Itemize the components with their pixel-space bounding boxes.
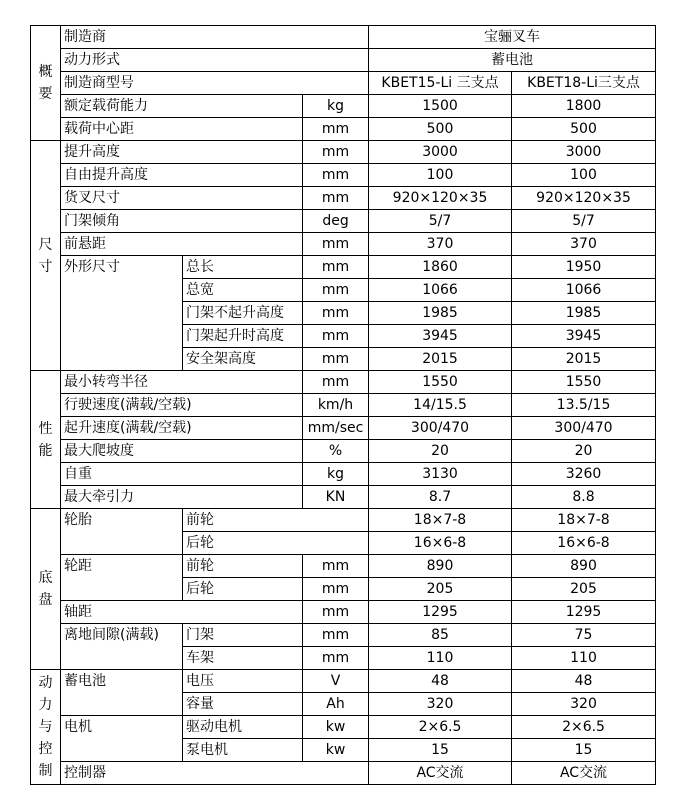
cell-unit: mm xyxy=(303,118,369,141)
cell-value: 1950 xyxy=(512,256,656,279)
cell-value-model-1: KBET15-Li 三支点 xyxy=(369,72,512,95)
category-performance: 性 能 xyxy=(31,371,61,509)
row-sublabel: 容量 xyxy=(183,693,303,716)
cell-value: AC交流 xyxy=(512,762,656,785)
cell-value: 500 xyxy=(369,118,512,141)
cell-unit: kw xyxy=(303,739,369,762)
cell-value: 8.8 xyxy=(512,486,656,509)
row-sublabel: 门架起升时高度 xyxy=(183,325,303,348)
row-sublabel: 前轮 xyxy=(183,509,369,532)
cell-value: 5/7 xyxy=(512,210,656,233)
cell-value: 18×7-8 xyxy=(369,509,512,532)
cell-value: 1550 xyxy=(512,371,656,394)
cell-value: 3000 xyxy=(512,141,656,164)
row-label: 自重 xyxy=(61,463,303,486)
cell-unit: % xyxy=(303,440,369,463)
table-row xyxy=(31,210,656,233)
cell-value: 3130 xyxy=(369,463,512,486)
table-row xyxy=(31,716,656,739)
cell-value: 1066 xyxy=(369,279,512,302)
cell-value: 2015 xyxy=(512,348,656,371)
cell-value: 18×7-8 xyxy=(512,509,656,532)
row-label: 门架倾角 xyxy=(61,210,303,233)
cell-value: 1066 xyxy=(512,279,656,302)
row-label: 提升高度 xyxy=(61,141,303,164)
row-sublabel: 总宽 xyxy=(183,279,303,302)
row-label: 行驶速度(满载/空载) xyxy=(61,394,303,417)
row-label: 最小转弯半径 xyxy=(61,371,303,394)
cell-value: 16×6-8 xyxy=(512,532,656,555)
cell-value: 920×120×35 xyxy=(512,187,656,210)
cell-value: 920×120×35 xyxy=(369,187,512,210)
cell-value: 110 xyxy=(512,647,656,670)
row-label: 外形尺寸 xyxy=(61,256,183,371)
cell-unit: mm xyxy=(303,348,369,371)
row-label: 制造商型号 xyxy=(61,72,369,95)
cell-value: 48 xyxy=(369,670,512,693)
cell-value: 15 xyxy=(512,739,656,762)
cell-unit: mm xyxy=(303,601,369,624)
cell-value: 500 xyxy=(512,118,656,141)
table-row xyxy=(31,417,656,440)
cell-value: 205 xyxy=(512,578,656,601)
table-row xyxy=(31,624,656,647)
row-sublabel: 门架不起升高度 xyxy=(183,302,303,325)
row-sublabel: 泵电机 xyxy=(183,739,303,762)
table-row xyxy=(31,762,656,785)
cell-value: 370 xyxy=(512,233,656,256)
row-label: 最大牵引力 xyxy=(61,486,303,509)
cell-unit: V xyxy=(303,670,369,693)
cell-value: 100 xyxy=(512,164,656,187)
row-label: 前悬距 xyxy=(61,233,303,256)
cell-unit: mm xyxy=(303,256,369,279)
table-row xyxy=(31,394,656,417)
table-row xyxy=(31,164,656,187)
row-label: 轮距 xyxy=(61,555,183,601)
row-label: 轴距 xyxy=(61,601,303,624)
table-row xyxy=(31,256,656,279)
cell-unit: mm xyxy=(303,624,369,647)
cell-value: 1985 xyxy=(369,302,512,325)
cell-unit: Ah xyxy=(303,693,369,716)
category-dimensions: 尺 寸 xyxy=(31,141,61,371)
row-label: 额定载荷能力 xyxy=(61,95,303,118)
cell-unit: kg xyxy=(303,95,369,118)
cell-value-model-2: KBET18-Li三支点 xyxy=(512,72,656,95)
cell-value: 300/470 xyxy=(512,417,656,440)
row-sublabel: 前轮 xyxy=(183,555,303,578)
row-label: 动力形式 xyxy=(61,49,369,72)
table-row xyxy=(31,601,656,624)
table-row xyxy=(31,72,656,95)
cell-value: 890 xyxy=(369,555,512,578)
cell-value: 16×6-8 xyxy=(369,532,512,555)
table-row xyxy=(31,555,656,578)
cell-unit: kw xyxy=(303,716,369,739)
cell-value: 1800 xyxy=(512,95,656,118)
row-sublabel: 电压 xyxy=(183,670,303,693)
row-sublabel: 车架 xyxy=(183,647,303,670)
category-power-control: 动 力 与 控 制 xyxy=(31,670,61,785)
cell-value: 890 xyxy=(512,555,656,578)
table-row xyxy=(31,486,656,509)
row-label: 起升速度(满载/空载) xyxy=(61,417,303,440)
cell-value: 85 xyxy=(369,624,512,647)
table-row xyxy=(31,233,656,256)
table-row xyxy=(31,118,656,141)
row-label: 制造商 xyxy=(61,26,369,49)
row-sublabel: 安全架高度 xyxy=(183,348,303,371)
table-row xyxy=(31,509,656,532)
row-sublabel: 门架 xyxy=(183,624,303,647)
table-row xyxy=(31,440,656,463)
cell-value: 320 xyxy=(512,693,656,716)
cell-value: 蓄电池 xyxy=(369,49,656,72)
table-row xyxy=(31,49,656,72)
cell-value: 1295 xyxy=(369,601,512,624)
cell-value: 300/470 xyxy=(369,417,512,440)
cell-unit: deg xyxy=(303,210,369,233)
cell-unit: KN xyxy=(303,486,369,509)
row-label: 离地间隙(满载) xyxy=(61,624,183,670)
row-label: 轮胎 xyxy=(61,509,183,555)
cell-unit: mm/sec xyxy=(303,417,369,440)
table-row xyxy=(31,26,656,49)
row-label: 自由提升高度 xyxy=(61,164,303,187)
cell-value: 8.7 xyxy=(369,486,512,509)
cell-value: 75 xyxy=(512,624,656,647)
cell-value: 2×6.5 xyxy=(369,716,512,739)
table-row xyxy=(31,670,656,693)
cell-value: 1550 xyxy=(369,371,512,394)
cell-value: 20 xyxy=(369,440,512,463)
cell-unit: mm xyxy=(303,141,369,164)
cell-value: AC交流 xyxy=(369,762,512,785)
cell-unit: mm xyxy=(303,233,369,256)
row-label: 载荷中心距 xyxy=(61,118,303,141)
row-label: 蓄电池 xyxy=(61,670,183,716)
cell-value: 100 xyxy=(369,164,512,187)
cell-unit: mm xyxy=(303,164,369,187)
cell-unit: mm xyxy=(303,302,369,325)
cell-value: 110 xyxy=(369,647,512,670)
table-row xyxy=(31,463,656,486)
cell-value: 5/7 xyxy=(369,210,512,233)
row-label: 最大爬坡度 xyxy=(61,440,303,463)
cell-value: 2015 xyxy=(369,348,512,371)
cell-value: 1295 xyxy=(512,601,656,624)
cell-unit: mm xyxy=(303,187,369,210)
cell-value: 1860 xyxy=(369,256,512,279)
cell-value: 1500 xyxy=(369,95,512,118)
table-row xyxy=(31,95,656,118)
cell-unit: mm xyxy=(303,647,369,670)
cell-value: 3000 xyxy=(369,141,512,164)
table-row xyxy=(31,141,656,164)
category-overview: 概 要 xyxy=(31,26,61,141)
cell-value: 320 xyxy=(369,693,512,716)
cell-unit: kg xyxy=(303,463,369,486)
cell-unit: mm xyxy=(303,325,369,348)
row-label: 电机 xyxy=(61,716,183,762)
row-label: 货叉尺寸 xyxy=(61,187,303,210)
category-chassis: 底 盘 xyxy=(31,509,61,670)
cell-value: 13.5/15 xyxy=(512,394,656,417)
cell-unit: mm xyxy=(303,555,369,578)
spec-table xyxy=(30,25,656,785)
cell-value: 3945 xyxy=(512,325,656,348)
cell-value: 3260 xyxy=(512,463,656,486)
cell-unit: km/h xyxy=(303,394,369,417)
row-sublabel: 总长 xyxy=(183,256,303,279)
row-sublabel: 后轮 xyxy=(183,578,303,601)
cell-unit: mm xyxy=(303,371,369,394)
table-row xyxy=(31,371,656,394)
cell-value: 宝骊叉车 xyxy=(369,26,656,49)
cell-value: 1985 xyxy=(512,302,656,325)
cell-value: 2×6.5 xyxy=(512,716,656,739)
cell-value: 3945 xyxy=(369,325,512,348)
cell-unit: mm xyxy=(303,578,369,601)
cell-unit: mm xyxy=(303,279,369,302)
row-label: 控制器 xyxy=(61,762,369,785)
cell-value: 14/15.5 xyxy=(369,394,512,417)
cell-value: 205 xyxy=(369,578,512,601)
cell-value: 20 xyxy=(512,440,656,463)
spec-sheet xyxy=(30,25,655,785)
cell-value: 48 xyxy=(512,670,656,693)
row-sublabel: 驱动电机 xyxy=(183,716,303,739)
cell-value: 15 xyxy=(369,739,512,762)
table-row xyxy=(31,187,656,210)
row-sublabel: 后轮 xyxy=(183,532,369,555)
cell-value: 370 xyxy=(369,233,512,256)
